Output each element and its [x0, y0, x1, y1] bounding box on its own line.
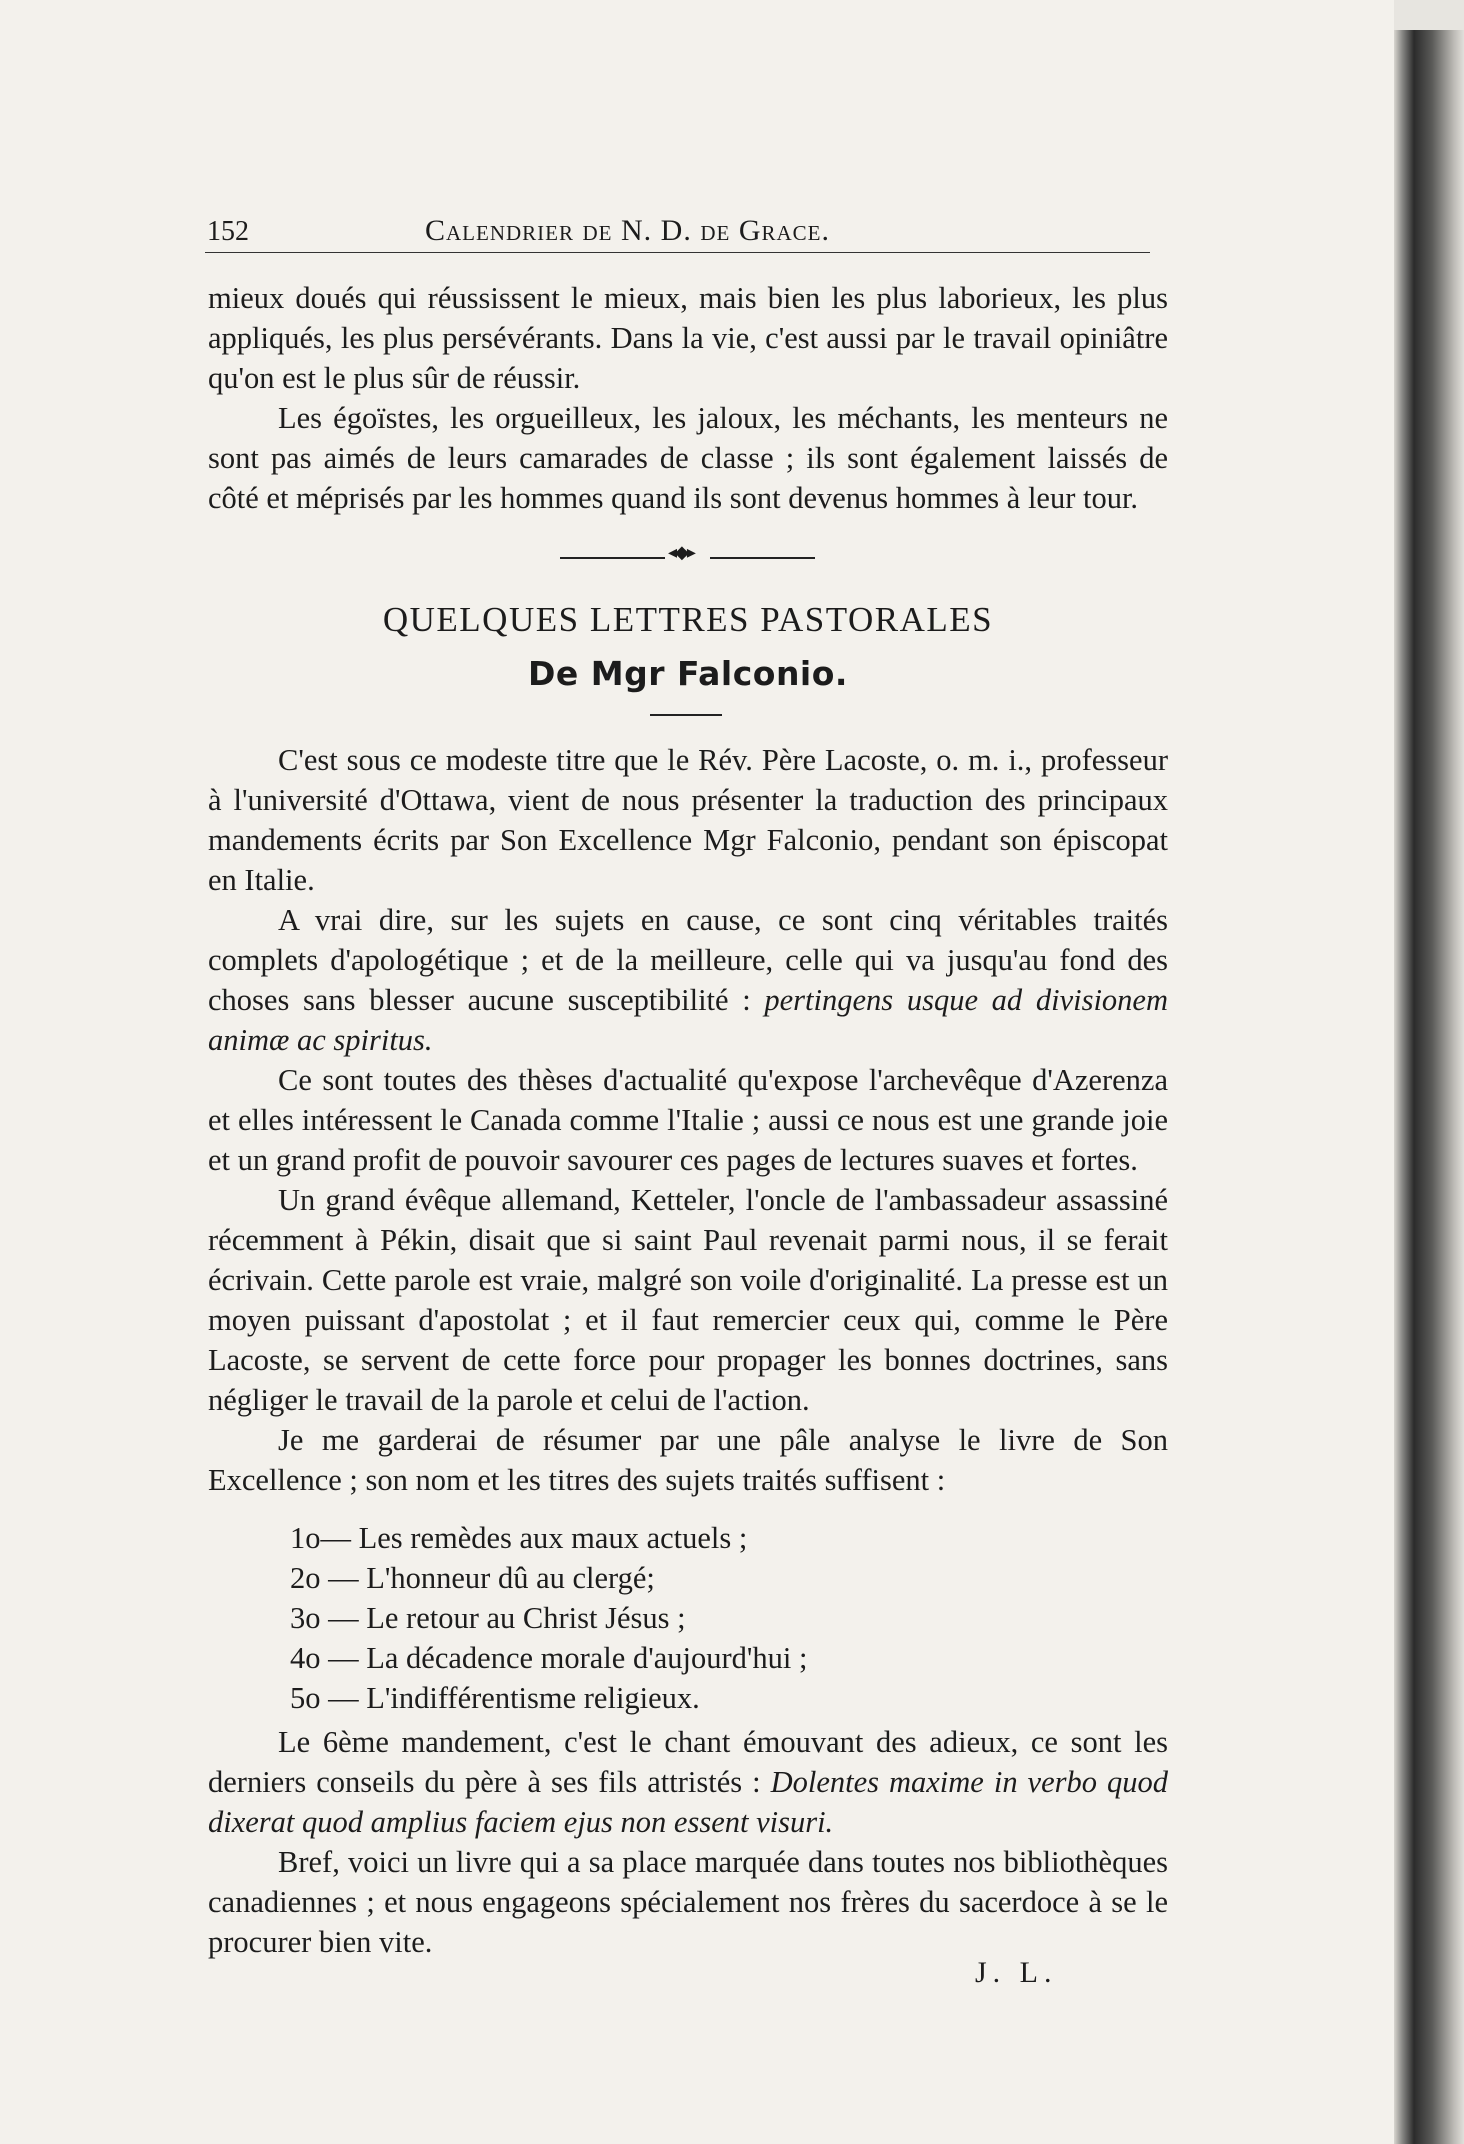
- paragraph-2-text: A vrai dire, sur les sujets en cause, ce sont cinq véritables traités complets d'apologétique ; et de la meilleure, celle qui va jusqu'au fond des choses sans blesser aucune susceptibilité :: [208, 903, 1168, 1017]
- article-paragraph-7: Bref, voici un livre qui a sa place marquée dans toutes nos bibliothèques canadiennes ; et nous engageons spécialement nos frères du sacerdoce à se le procurer bien vite.: [208, 1845, 1168, 1959]
- list-item: 4o — La décadence morale d'aujourd'hui ;: [290, 1641, 808, 1675]
- article-subtitle: De Mgr Falconio.: [528, 654, 848, 693]
- article-paragraph-1: C'est sous ce modeste titre que le Rév. Père Lacoste, o. m. i., professeur à l'université d'Ottawa, vient de nous présenter la traduction des principaux mandements écrits par Son Excellence Mgr Falconio, pendant son épiscopat en Italie.: [208, 743, 1168, 897]
- intro-text: [208, 278, 1168, 518]
- latin-quote-2: Dolentes maxime in verbo quod dixerat quod amplius faciem ejus non essent visuri.: [208, 1765, 1169, 1839]
- intro-paragraph-2: Les égoïstes, les orgueilleux, les jaloux, les méchants, les menteurs ne sont pas aimés de leurs camarades de classe ; ils sont également laissés de côté et méprisés par les hommes quand ils sont devenus hommes à leur tour.: [208, 401, 1168, 515]
- list-item: 1o— Les remèdes aux maux actuels ;: [290, 1521, 748, 1555]
- list-item: 2o — L'honneur dû au clergé;: [290, 1561, 655, 1595]
- paragraph-6-text: Le 6ème mandement, c'est le chant émouvant des adieux, ce sont les derniers conseils du père à ses fils attristés :: [208, 1725, 1168, 1799]
- ornament-glyph: ◂◆▸: [668, 542, 694, 562]
- signature: J. L.: [975, 1956, 1058, 1989]
- ornament-line-right: [710, 557, 815, 559]
- book-spine-top: [1394, 0, 1464, 30]
- intro-paragraph-1: mieux doués qui réussissent le mieux, mais bien les plus laborieux, les plus appliqués, les plus persévérants. Dans la vie, c'est aussi par le travail opiniâtre qu'on est le plus sûr de réussir.: [208, 281, 1168, 395]
- book-spine: [1394, 30, 1464, 2144]
- ornament-line-left: [560, 557, 665, 559]
- page-header: [205, 212, 1150, 253]
- article-paragraph-4: Un grand évêque allemand, Ketteler, l'oncle de l'ambassadeur assassiné récemment à Pékin, disait que si saint Paul revenait parmi nous, il se ferait écrivain. Cette parole est vraie, malgré son voile d'originalité. La presse est un moyen puissant d'apostolat ; et il faut remercier ceux qui, comme le Père Lacoste, se servent de cette force pour propager les bonnes doctrines, sans négliger le travail de la parole et celui de l'action.: [208, 1183, 1168, 1417]
- article-paragraph-6: [208, 1722, 1168, 1842]
- article-conclusion: [208, 1722, 1168, 1962]
- topics-list: [290, 1518, 1170, 1718]
- article-paragraph-5: Je me garderai de résumer par une pâle analyse le livre de Son Excellence ; son nom et les titres des sujets traités suffisent :: [208, 1423, 1168, 1497]
- article-title: QUELQUES LETTRES PASTORALES: [382, 600, 994, 639]
- list-item: 3o — Le retour au Christ Jésus ;: [290, 1601, 686, 1635]
- page-number: 152: [207, 216, 249, 247]
- article-body: [208, 740, 1168, 1500]
- title-rule: [650, 714, 722, 716]
- section-ornament: [560, 542, 815, 563]
- article-paragraph-2: [208, 900, 1168, 1060]
- article-paragraph-3: Ce sont toutes des thèses d'actualité qu'expose l'archevêque d'Azerenza et elles intéressent le Canada comme l'Italie ; aussi ce nous est une grande joie et un grand profit de pouvoir savourer ces pages de lectures suaves et fortes.: [208, 1063, 1168, 1177]
- list-item: 5o — L'indifférentisme religieux.: [290, 1681, 700, 1715]
- running-title: Calendrier de N. D. de Grace.: [425, 214, 830, 247]
- latin-quote-1: pertingens usque ad divisionem animæ ac spiritus.: [208, 983, 1168, 1057]
